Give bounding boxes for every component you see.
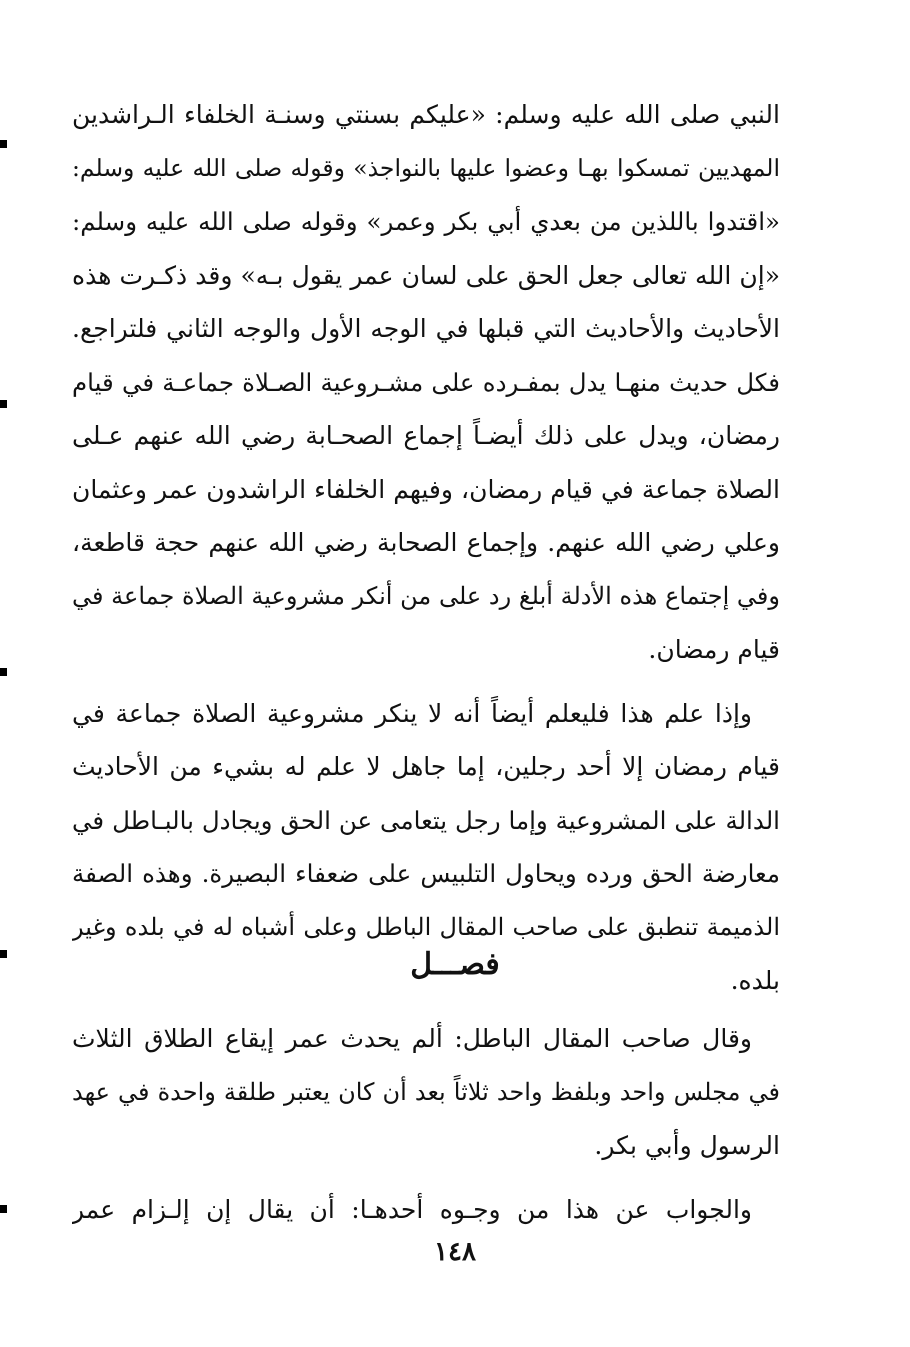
text-line: النبي صلى الله عليه وسلم: «عليكم بسنتي وسنـة الخلفاء الـراشدين [72,100,780,129]
text-line: «اقتدوا باللذين من بعدي أبي بكر وعمر» وقوله صلى الله عليه وسلم: [72,207,780,236]
text-line: وقال صاحب المقال الباطل: ألم يحدث عمر إيقاع الطلاق الثلاث [72,1024,752,1053]
section-heading: فصـــل [410,947,500,982]
text-line: والجواب عن هذا من وجـوه أحدهـا: أن يقال إن إلـزام عمر [72,1194,752,1224]
text-line: الصلاة جماعة في قيام رمضان، وفيهم الخلفاء الراشدون عمر وعثمان [72,474,780,504]
text-line: الذميمة تنطبق على صاحب المقال الباطل وعلى أشباه له في بلده وغير [72,912,780,941]
scan-edge-mark [0,400,7,408]
text-line: فكل حديث منهـا يدل بمفـرده على مشـروعية الصـلاة جماعـة في قيام [72,367,780,397]
paragraph-gap [72,677,780,687]
paragraph [72,1012,780,1173]
scan-edge-mark [0,140,7,148]
text-line: الدالة على المشروعية وإما رجل يتعامى عن الحق ويجادل بالبـاطل في [72,805,780,835]
text-line: وفي إجتماع هذه الأدلة أبلغ رد على من أنكر مشروعية الصلاة جماعة في [72,581,780,610]
text-line: قيام رمضان. [648,635,780,664]
page-number: ١٤٨ [434,1237,476,1267]
text-line: بلده. [730,966,780,995]
text-line: وعلي رضي الله عنهم. وإجماع الصحابة رضي الله عنهم حجة قاطعة، [72,528,780,557]
text-line: «إن الله تعالى جعل الحق على لسان عمر يقول بـه» وقد ذكـرت هذه [72,260,780,290]
page-body-bottom [72,1012,780,1236]
paragraph-gap [72,1173,780,1183]
scan-edge-mark [0,1205,7,1213]
text-line: المهديين تمسكوا بهـا وعضوا عليها بالنواجذ» وقوله صلى الله عليه وسلم: [72,153,780,182]
text-line: في مجلس واحد وبلفظ واحد ثلاثاً بعد أن كان يعتبر طلقة واحدة في عهد [72,1077,780,1106]
text-line: وإذا علم هذا فليعلم أيضاً أنه لا ينكر مشروعية الصلاة جماعة في [72,698,752,728]
text-line: الأحاديث والأحاديث التي قبلها في الوجه الأول والوجه الثاني فلتراجع. [72,314,780,343]
text-line: معارضة الحق ورده ويحاول التلبيس على ضعفاء البصيرة. وهذه الصفة [72,859,780,888]
text-line: الرسول وأبي بكر. [594,1131,780,1160]
text-line: قيام رمضان إلا أحد رجلين، إما جاهل لا علم له بشيء من الأحاديث [72,752,780,781]
paragraph [72,1183,780,1237]
paragraph [72,88,780,677]
scan-edge-mark [0,668,7,676]
text-line: رمضان، ويدل على ذلك أيضـاً إجماع الصحـابة رضي الله عنهم عـلى [72,421,780,450]
page-body-top [72,88,780,1008]
